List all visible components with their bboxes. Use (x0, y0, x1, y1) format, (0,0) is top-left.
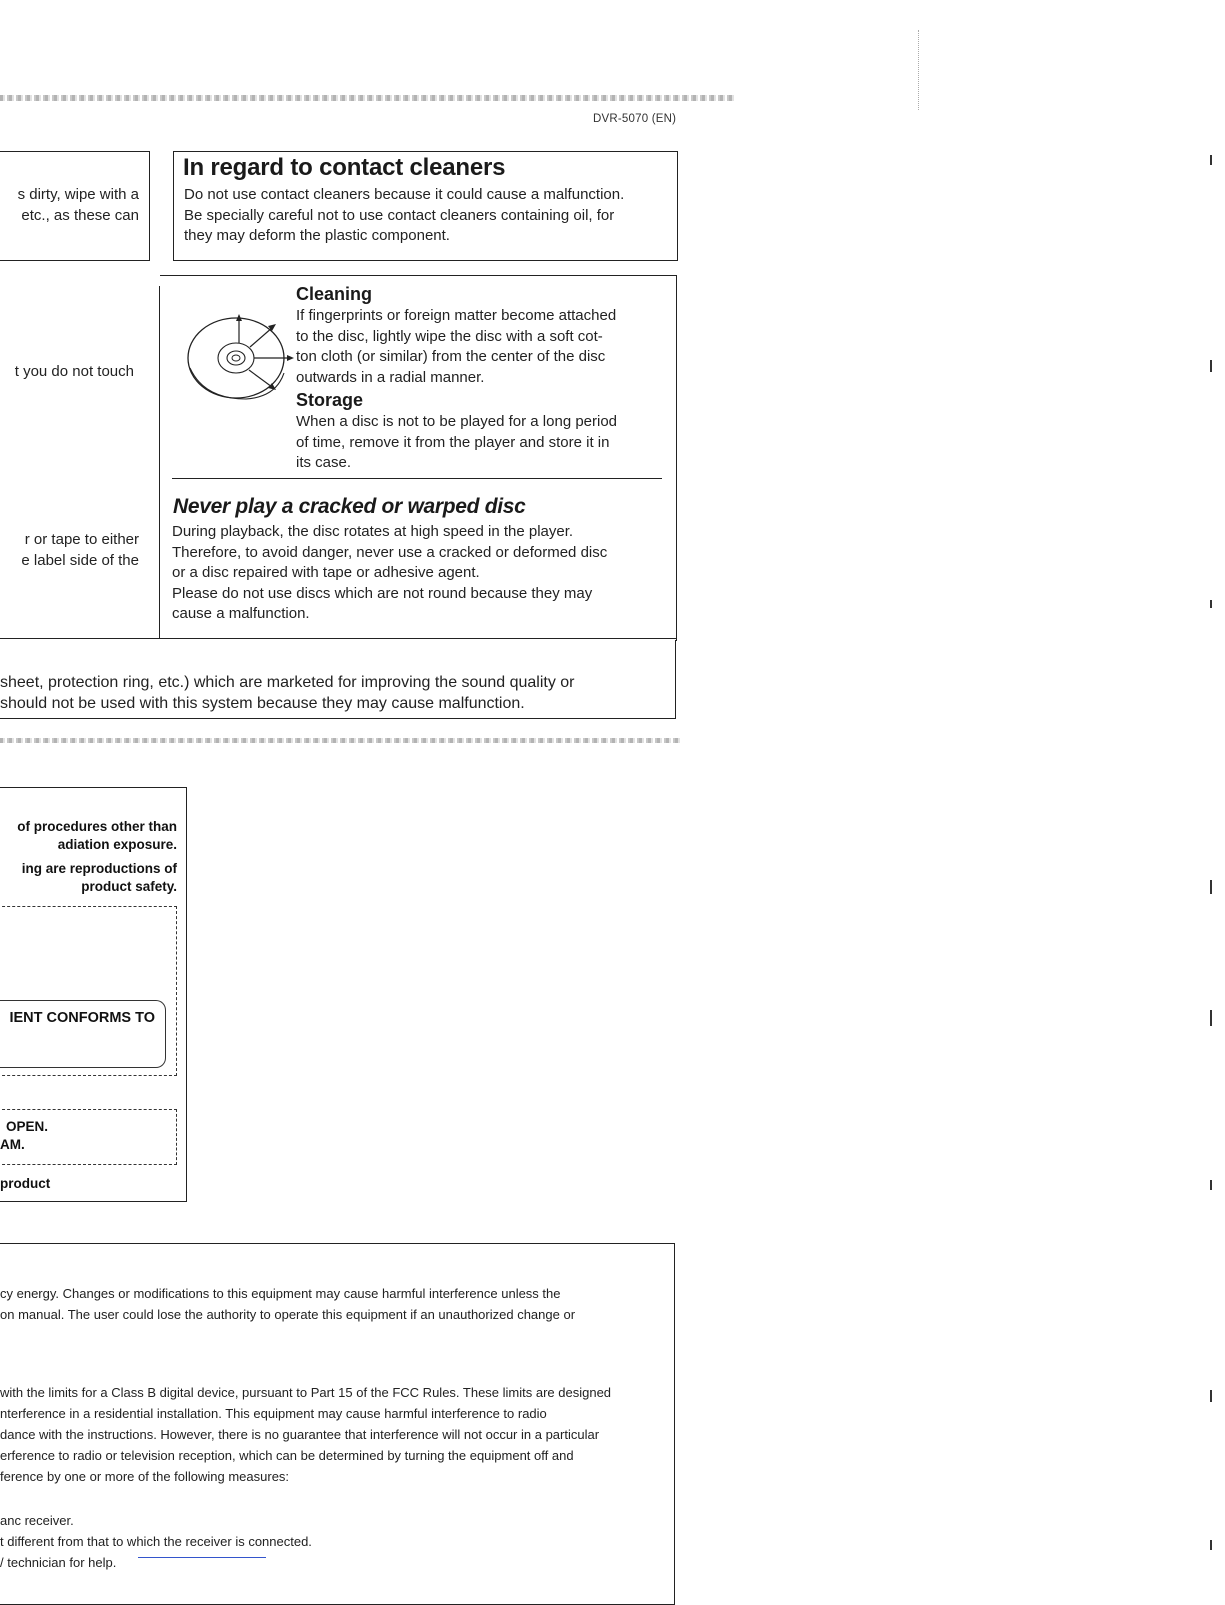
binding-tick (1210, 1390, 1212, 1402)
never-play-heading: Never play a cracked or warped disc (173, 495, 526, 518)
accessories-note: sheet, protection ring, etc.) which are marketed for improving the sound quality or should not be used with this system because they may cause malfunction. (0, 674, 575, 712)
binding-tick (1210, 155, 1212, 165)
cleaning-text: If fingerprints or foreign matter become attached to the disc, lightly wipe the disc with a soft cot- ton cloth (or similar) from the center of the disc outwards in a radial manner. (296, 307, 617, 386)
section-divider (172, 478, 662, 479)
storage-heading: Storage (296, 390, 364, 410)
left-fragment-text-mid: t you do not touch (14, 363, 134, 380)
binding-tick (1210, 880, 1212, 894)
disc-section-left-rule (159, 286, 160, 638)
fcc-underline-mark (138, 1557, 266, 1558)
storage-text: When a disc is not to be played for a long period of time, remove it from the player and store it in its case. (296, 413, 618, 472)
binding-tick (1210, 1010, 1212, 1026)
binding-tick (1210, 1180, 1212, 1190)
middle-scan-strip (0, 738, 680, 743)
never-play-text: During playback, the disc rotates at high speed in the player. Therefore, to avoid danger, never use a cracked or deformed disc or a disc repaired with tape or adhesive agent. Please do not use discs which are not round because they may cause a malfunction. (172, 523, 608, 623)
laser-warning-lines-1: of procedures other than adiation exposure. (17, 819, 177, 852)
top-scan-strip (0, 95, 735, 101)
disc-cleaning-illustration (186, 313, 298, 403)
laser-open-text: OPEN. AM. (0, 1119, 49, 1152)
model-label: DVR-5070 (EN) (593, 113, 677, 125)
fcc-paragraph-2: with the limits for a Class B digital device, pursuant to Part 15 of the FCC Rules. These limits are designed nterference in a residential installation. This equipment may cause harmful interference to radio dance with the instructions. However, there is no guarantee that interference will not occur in a particular erference to radio or television reception, which can be determined by turning the equipment off and ference by one or more of the following measures: (0, 1385, 612, 1484)
laser-conforms-text: IENT CONFORMS TO (9, 1010, 155, 1026)
laser-warning-lines-2: ing are reproductions of product safety. (21, 861, 177, 894)
fcc-measures-list: anc receiver. t different from that to which the receiver is connected. / technician for help. (0, 1513, 312, 1570)
laser-product-text: product (0, 1176, 51, 1191)
left-fragment-text-low: r or tape to either e label side of the (21, 531, 139, 569)
binding-tick (1210, 360, 1212, 372)
cleaning-heading: Cleaning (296, 284, 373, 304)
contact-cleaners-text: Do not use contact cleaners because it could cause a malfunction. Be specially careful not to use contact cleaners containing oil, for they may deform the plastic component. (184, 186, 625, 245)
contact-cleaners-title: In regard to contact cleaners (183, 154, 506, 181)
fcc-paragraph-1: cy energy. Changes or modifications to this equipment may cause harmful interference unless the on manual. The user could lose the authority to operate this equipment if an unauthorized change or (0, 1286, 576, 1322)
binding-tick (1210, 600, 1212, 608)
left-fragment-text-top: s dirty, wipe with a etc., as these can (17, 186, 139, 224)
right-margin-dots (918, 30, 920, 110)
binding-tick (1210, 1540, 1212, 1550)
